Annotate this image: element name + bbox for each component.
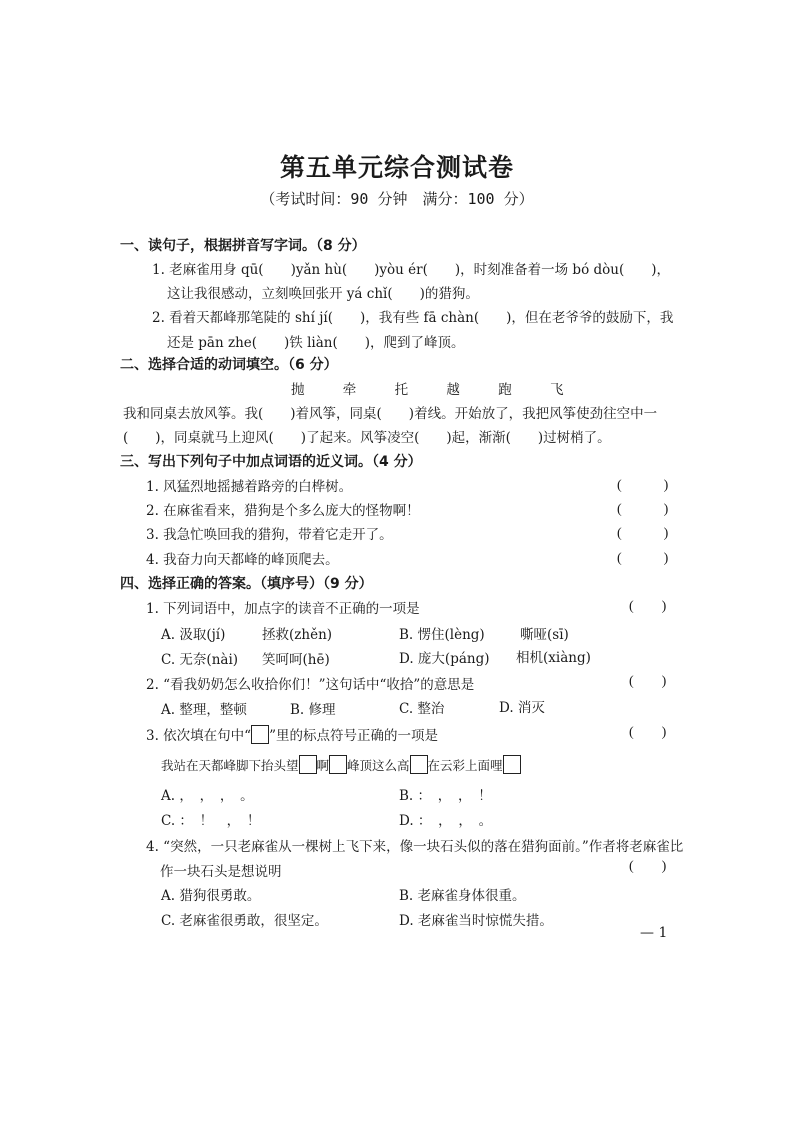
q4-option-a[interactable]: A. 猎狗很勇敢。 — [161, 888, 261, 904]
s1-line-3: 2. 看着天都峰那笔陡的 shí jí( )，我有些 fā chàn( )，但在老爷爷的鼓励下，我 — [152, 310, 674, 326]
q1-option-c-word-2: 笑呵呵(hē) — [262, 652, 330, 668]
q2-option-b[interactable]: B. 修理 — [290, 702, 336, 718]
q4-option-d[interactable]: D. 老麻雀当时惊慌失措。 — [399, 913, 553, 929]
q4-option-c[interactable]: C. 老麻雀很勇敢，很坚定。 — [161, 913, 328, 929]
q4-stem-line-2: 作一块石头是想说明 — [160, 864, 282, 880]
s3-item-4: 4. 我奋力向天都峰的峰顶爬去。 — [146, 552, 339, 568]
section-4-heading: 四、选择正确的答案。（填序号）（9 分） — [120, 576, 373, 592]
q1-option-a-word-2: 拯救(zhěn) — [262, 627, 333, 643]
q2-option-a[interactable]: A. 整理，整顿 — [161, 702, 247, 718]
answer-blank[interactable]: ( ) — [629, 725, 667, 740]
q3-sentence-part: 啊 — [316, 758, 330, 773]
q4-option-b[interactable]: B. 老麻雀身体很重。 — [399, 888, 526, 904]
section-3-heading: 三、写出下列句子中加点词语的近义词。（4 分） — [120, 454, 422, 470]
q2-stem: 2. “看我奶奶怎么收拾你们！”这句话中“收拾”的意思是 — [146, 677, 475, 693]
s1-line-2: 这让我很感动，立刻唤回张开 yá chǐ( )的猎狗。 — [167, 286, 479, 302]
answer-blank[interactable]: ( ) — [629, 674, 667, 689]
q3-sentence-part: 峰顶这么高 — [347, 758, 410, 773]
q3-sentence-part: 我站在天都峰脚下抬头望 — [161, 758, 299, 773]
q1-option-d-word-2: 相机(xiàng) — [516, 650, 591, 666]
verb-option: 抛 — [291, 382, 305, 398]
q3-sentence — [161, 755, 521, 774]
section-1-heading: 一、读句子，根据拼音写字词。（8 分） — [120, 238, 366, 254]
answer-blank[interactable]: ( ) — [617, 526, 669, 541]
q3-option-b[interactable]: B. ： ， ， ！ — [399, 788, 492, 804]
q3-stem-pre: 3. 依次填在句中“ — [146, 728, 252, 744]
answer-blank[interactable]: ( ) — [629, 599, 667, 614]
q1-option-d[interactable]: D. 庞大(páng) — [399, 651, 490, 667]
punctuation-blank-2[interactable] — [329, 755, 347, 774]
q3-option-d[interactable]: D. ： ， ， 。 — [399, 813, 493, 829]
verb-option: 托 — [394, 382, 409, 398]
verb-option: 跑 — [498, 382, 512, 398]
s2-line-1: 我和同桌去放风筝。我( )着风筝，同桌( )着线。开始放了，我把风筝使劲往空中一 — [123, 406, 658, 422]
page-number: — 1 — [640, 925, 668, 941]
page-title: 第五单元综合测试卷 — [279, 153, 514, 182]
s2-line-2: ( )，同桌就马上迎风( )了起来。风筝凌空( )起，渐渐( )过树梢了。 — [123, 430, 611, 446]
q1-option-b-word-2: 嘶哑(sī) — [520, 627, 569, 643]
verb-option: 飞 — [549, 382, 564, 398]
punctuation-box-icon — [251, 725, 269, 744]
q1-option-b[interactable]: B. 愣住(lèng) — [399, 627, 485, 643]
q3-stem-post: ”里的标点符号正确的一项是 — [269, 728, 438, 744]
q4-stem-line-1: 4. “突然，一只老麻雀从一棵树上飞下来，像一块石头似的落在猎狗面前。”作者将老麻雀比 — [146, 839, 684, 855]
q1-stem: 1. 下列词语中，加点字的读音不正确的一项是 — [146, 601, 420, 617]
answer-blank[interactable]: ( ) — [629, 859, 667, 874]
s3-item-1: 1. 风猛烈地摇撼着路旁的白桦树。 — [146, 479, 353, 495]
answer-blank[interactable]: ( ) — [617, 478, 669, 493]
answer-blank[interactable]: ( ) — [617, 551, 669, 566]
q1-option-a[interactable]: A. 汲取(jí) — [161, 627, 226, 643]
verb-options — [291, 378, 597, 398]
q3-option-c[interactable]: C. ： ！ ， ！ — [161, 813, 261, 829]
q2-option-c[interactable]: C. 整治 — [399, 701, 445, 717]
exam-info: （考试时间：90 分钟 满分：100 分） — [260, 190, 534, 208]
s3-item-2: 2. 在麻雀看来，猎狗是个多么庞大的怪物啊！ — [146, 503, 420, 519]
punctuation-blank-1[interactable] — [299, 755, 317, 774]
s1-line-1: 1. 老麻雀用身 qū( )yǎn hù( )yòu ér( )，时刻准备着一场 bó dòu( )， — [152, 262, 670, 278]
section-2-heading: 二、选择合适的动词填空。（6 分） — [120, 357, 338, 373]
q3-sentence-part: 在云彩上面哩 — [427, 758, 503, 773]
q3-stem — [146, 724, 438, 744]
verb-option: 越 — [446, 382, 460, 398]
punctuation-blank-3[interactable] — [410, 755, 428, 774]
punctuation-blank-4[interactable] — [503, 755, 521, 774]
verb-option: 牵 — [342, 382, 357, 398]
s3-item-3: 3. 我急忙唤回我的猎狗，带着它走开了。 — [146, 527, 393, 543]
q1-option-c[interactable]: C. 无奈(nài) — [161, 652, 239, 668]
answer-blank[interactable]: ( ) — [617, 502, 669, 517]
q2-option-d[interactable]: D. 消灭 — [499, 700, 545, 716]
q3-option-a[interactable]: A. ， ， ， 。 — [161, 788, 254, 804]
s1-line-4: 还是 pān zhe( )铁 liàn( )，爬到了峰顶。 — [167, 335, 465, 351]
